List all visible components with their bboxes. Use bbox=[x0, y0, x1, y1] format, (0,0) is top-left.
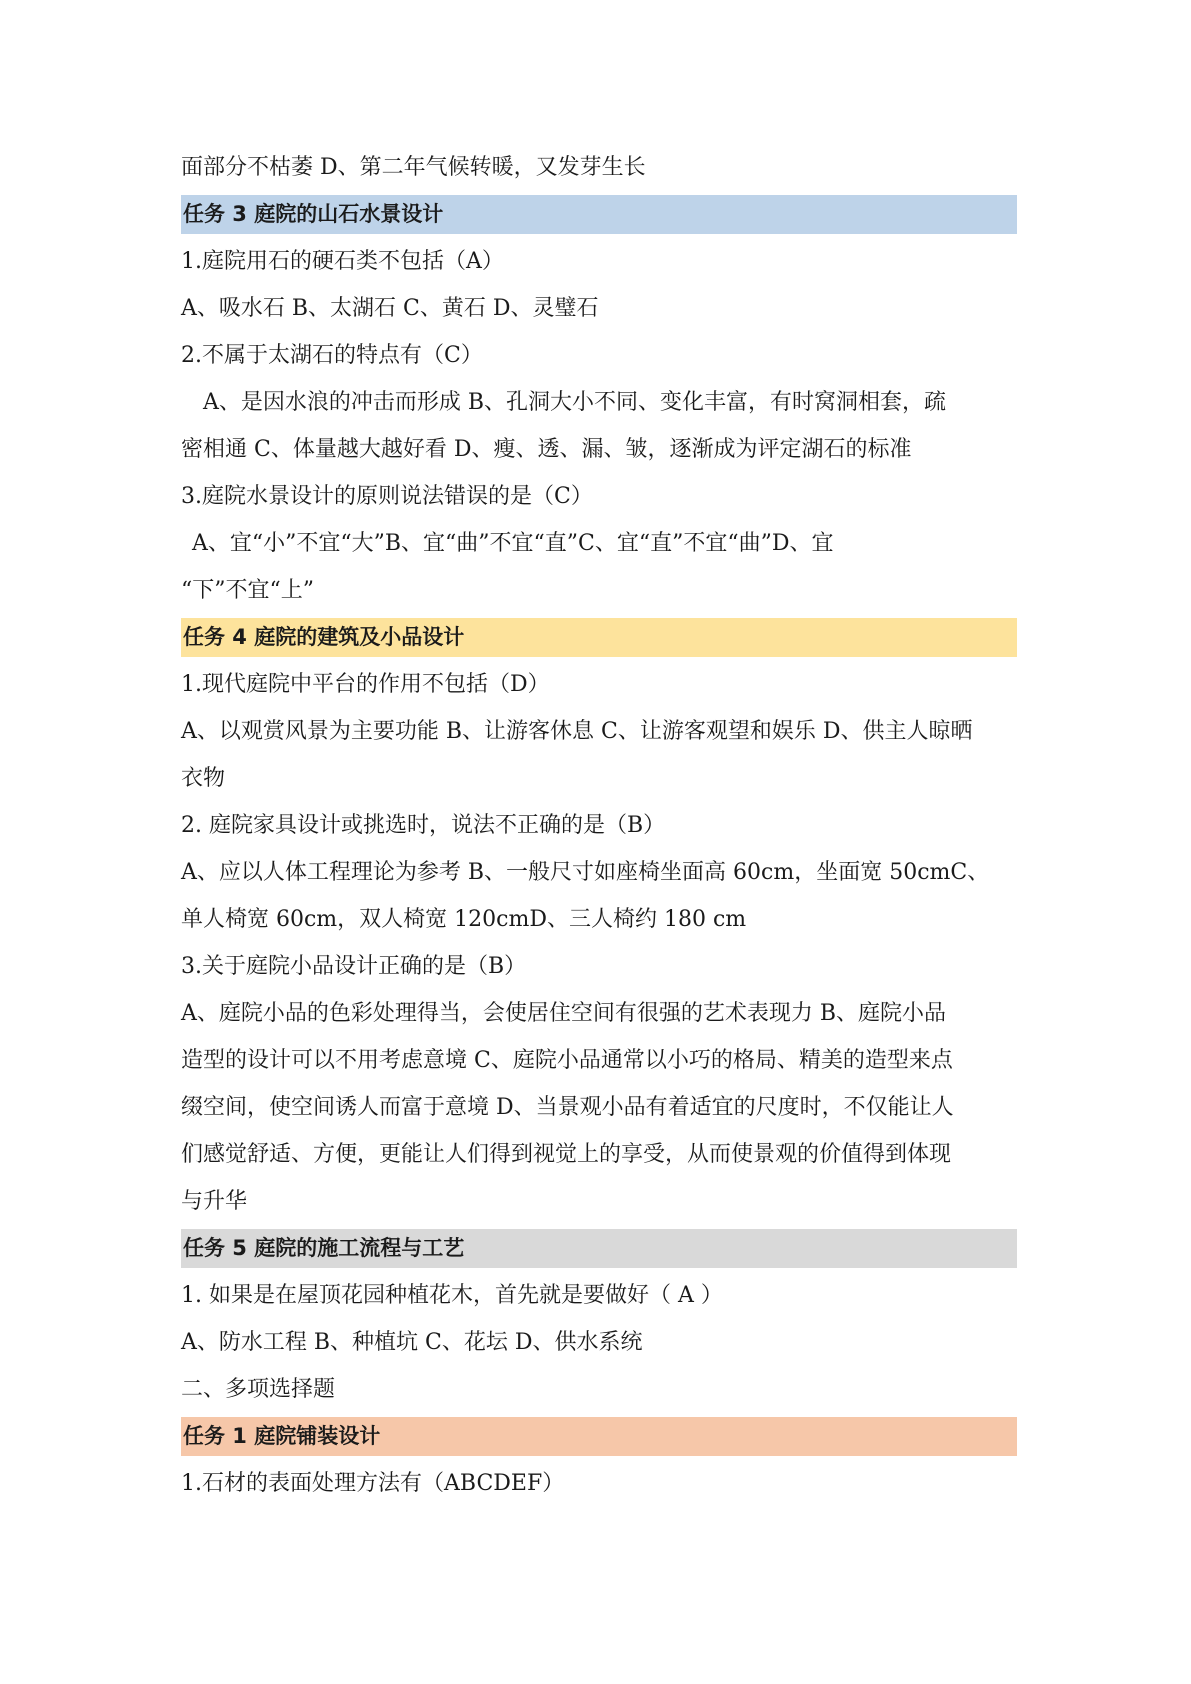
answer-options: 衣物 bbox=[181, 766, 226, 791]
question: 2.不属于太湖石的特点有（C） bbox=[181, 343, 483, 368]
answer-options: A、以观赏风景为主要功能 B、让游客休息 C、让游客观望和娱乐 D、供主人晾晒 bbox=[181, 719, 973, 744]
answer-options: 与升华 bbox=[181, 1189, 248, 1214]
answer-options: 造型的设计可以不用考虑意境 C、庭院小品通常以小巧的格局、精美的造型来点 bbox=[181, 1048, 953, 1073]
answer-options: A、应以人体工程理论为参考 B、一般尺寸如座椅坐面高 60cm，坐面宽 50cmC、 bbox=[181, 860, 990, 885]
answer-options: A、防水工程 B、种植坑 C、花坛 D、供水系统 bbox=[181, 1330, 643, 1355]
question: 3.庭院水景设计的原则说法错误的是（C） bbox=[181, 484, 593, 509]
text-line: 面部分不枯萎 D、第二年气候转暖，又发芽生长 bbox=[181, 155, 646, 180]
answer-options: 密相通 C、体量越大越好看 D、瘦、透、漏、皱，逐渐成为评定湖石的标准 bbox=[181, 437, 912, 462]
answer-options: 单人椅宽 60cm，双人椅宽 120cmD、三人椅约 180 cm bbox=[181, 907, 747, 932]
document-page bbox=[181, 144, 1017, 1507]
answer-options: A、吸水石 B、太湖石 C、黄石 D、灵璧石 bbox=[181, 296, 599, 321]
task-heading: 任务 5 庭院的施工流程与工艺 bbox=[181, 1229, 1017, 1268]
section-title: 二、多项选择题 bbox=[181, 1377, 336, 1402]
task-heading: 任务 4 庭院的建筑及小品设计 bbox=[181, 618, 1017, 657]
task-heading: 任务 1 庭院铺装设计 bbox=[181, 1417, 1017, 1456]
answer-options: A、庭院小品的色彩处理得当，会使居住空间有很强的艺术表现力 B、庭院小品 bbox=[181, 1001, 947, 1026]
question: 1.庭院用石的硬石类不包括（A） bbox=[181, 249, 504, 274]
answer-options: A、是因水浪的冲击而形成 B、孔洞大小不同、变化丰富，有时窝洞相套，疏 bbox=[203, 390, 947, 415]
question: 3.关于庭院小品设计正确的是（B） bbox=[181, 954, 527, 979]
task-heading: 任务 3 庭院的山石水景设计 bbox=[181, 195, 1017, 234]
answer-options: 们感觉舒适、方便，更能让人们得到视觉上的享受，从而使景观的价值得到体现 bbox=[181, 1142, 952, 1167]
answer-options: 缀空间，使空间诱人而富于意境 D、当景观小品有着适宜的尺度时，不仅能让人 bbox=[181, 1095, 954, 1120]
question: 1.石材的表面处理方法有（ABCDEF） bbox=[181, 1471, 565, 1496]
question: 1. 如果是在屋顶花园种植花木，首先就是要做好（ A ） bbox=[181, 1283, 723, 1308]
question: 2. 庭院家具设计或挑选时，说法不正确的是（B） bbox=[181, 813, 666, 838]
answer-options: A、宜“小”不宜“大”B、宜“曲”不宜“直”C、宜“直”不宜“曲”D、宜 bbox=[192, 531, 834, 556]
question: 1.现代庭院中平台的作用不包括（D） bbox=[181, 672, 550, 697]
answer-options: “下”不宜“上” bbox=[181, 578, 314, 603]
